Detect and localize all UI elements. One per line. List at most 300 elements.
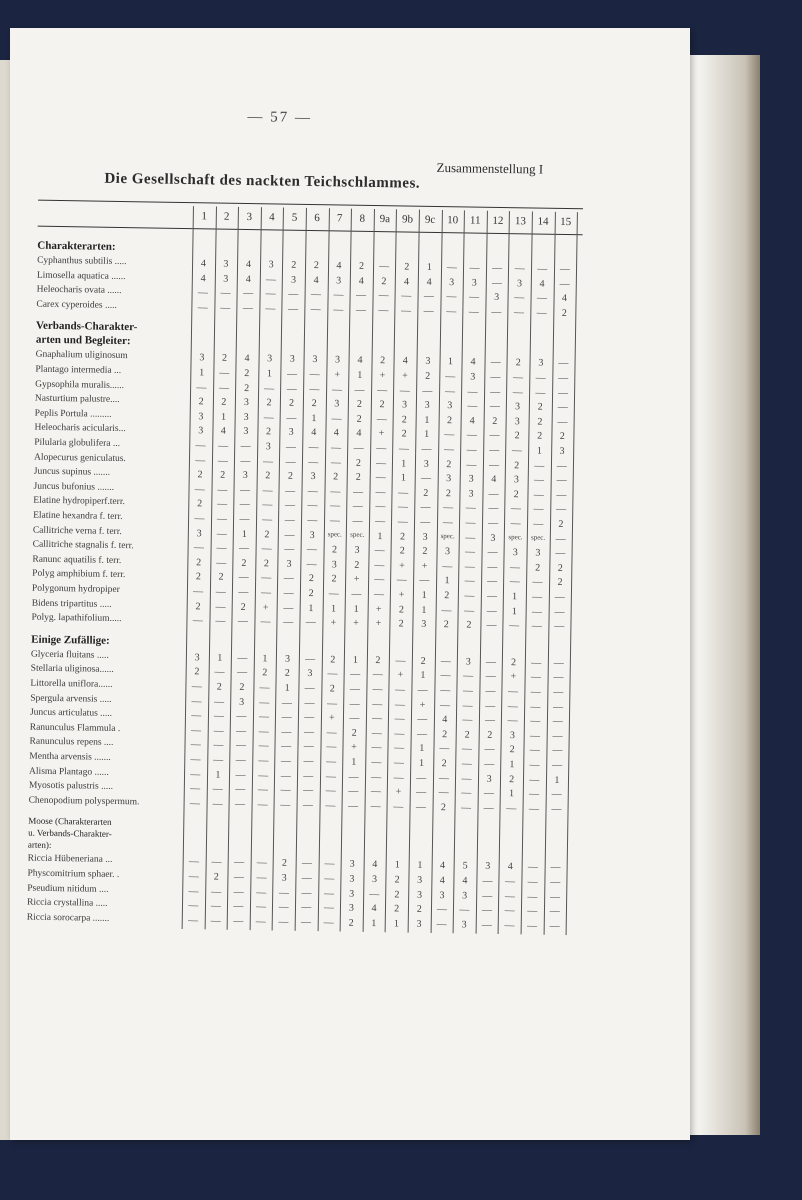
table-cell: 2 bbox=[445, 487, 451, 499]
table-cell: 3 bbox=[268, 259, 274, 271]
table-cell: 2 bbox=[441, 758, 447, 770]
table-cell: + bbox=[375, 618, 382, 630]
table-cell: — bbox=[528, 803, 539, 815]
table-cell: 3 bbox=[334, 354, 341, 366]
table-cell: 2 bbox=[535, 562, 541, 574]
table-cell: — bbox=[351, 588, 362, 600]
table-cell: 2 bbox=[308, 587, 314, 600]
table-cell: 3 bbox=[512, 547, 518, 559]
table-cell: 1 bbox=[424, 414, 430, 426]
table-cell: 3 bbox=[243, 426, 249, 438]
table-cell: — bbox=[326, 727, 337, 739]
table-cell: — bbox=[488, 459, 500, 471]
species-name: Riccia sorocarpa ....... bbox=[26, 912, 110, 924]
table-cell: 1 bbox=[418, 757, 425, 769]
table-cell: 3 bbox=[423, 458, 429, 470]
table-cell: — bbox=[216, 542, 227, 554]
table-cell: — bbox=[482, 875, 493, 887]
table-cell: — bbox=[394, 713, 405, 725]
table-cell: 1 bbox=[220, 411, 227, 423]
table-cell: — bbox=[325, 785, 336, 797]
table-cell: — bbox=[324, 858, 335, 870]
section-heading: arten): bbox=[27, 839, 52, 851]
table-cell: — bbox=[375, 486, 386, 498]
species-name: Pseudium nitidum .... bbox=[27, 883, 109, 895]
table-cell: — bbox=[191, 695, 202, 707]
table-cell: — bbox=[398, 487, 409, 499]
table-cell: 4 bbox=[507, 861, 513, 873]
table-cell: — bbox=[394, 698, 405, 711]
species-name: Alisma Plantago ...... bbox=[29, 766, 109, 778]
table-cell: + bbox=[353, 617, 359, 629]
table-cell: — bbox=[415, 801, 426, 813]
table-cell: — bbox=[220, 287, 231, 299]
table-cell: — bbox=[333, 289, 344, 301]
table-cell: 2 bbox=[381, 275, 387, 287]
table-cell: — bbox=[353, 442, 364, 454]
table-cell: — bbox=[462, 685, 473, 697]
table-cell: 2 bbox=[394, 874, 400, 886]
table-header-rule bbox=[38, 226, 583, 236]
table-cell: — bbox=[416, 772, 427, 784]
table-cell: — bbox=[467, 400, 478, 412]
table-cell: 2 bbox=[354, 559, 360, 571]
species-name: Callitriche verna f. terr. bbox=[32, 525, 122, 537]
table-cell: 2 bbox=[442, 728, 448, 740]
table-cell: 3 bbox=[485, 861, 491, 873]
column-header: 7 bbox=[336, 212, 343, 225]
table-cell: — bbox=[461, 758, 472, 770]
table-cell: — bbox=[308, 441, 319, 454]
section-heading: Charakterarten: bbox=[37, 239, 116, 253]
table-cell: — bbox=[259, 696, 270, 708]
table-cell: — bbox=[352, 486, 364, 498]
table-cell: — bbox=[371, 756, 382, 769]
table-cell: — bbox=[281, 711, 292, 723]
table-cell: 1 bbox=[511, 591, 518, 603]
table-cell: — bbox=[509, 561, 521, 574]
table-cell: 2 bbox=[444, 590, 450, 602]
table-cell: — bbox=[239, 513, 250, 526]
table-cell: — bbox=[484, 714, 496, 727]
table-cell: — bbox=[239, 543, 250, 555]
table-cell: 2 bbox=[394, 888, 400, 901]
table-cell: — bbox=[483, 787, 494, 800]
table-cell: — bbox=[330, 486, 341, 498]
table-cell: — bbox=[423, 290, 434, 303]
table-cell: — bbox=[283, 572, 294, 585]
species-name: Plantago intermedia ... bbox=[35, 364, 122, 377]
column-header: 9a bbox=[379, 213, 391, 226]
table-cell: — bbox=[417, 684, 428, 696]
table-cell: — bbox=[443, 502, 454, 514]
table-cell: 1 bbox=[444, 575, 450, 587]
table-cell: — bbox=[526, 920, 538, 932]
table-cell: — bbox=[309, 368, 320, 381]
species-name: Nasturtium palustre.... bbox=[34, 393, 120, 406]
table-cell: — bbox=[489, 444, 500, 456]
column-header: 12 bbox=[492, 214, 504, 227]
table-cell: — bbox=[440, 670, 451, 682]
table-cell: — bbox=[213, 725, 224, 737]
table-cell: 2 bbox=[379, 399, 385, 411]
table-cell: — bbox=[372, 669, 383, 681]
table-cell: 4 bbox=[200, 258, 206, 270]
species-name: Juncus supinus ....... bbox=[33, 466, 111, 479]
table-cell: 2 bbox=[446, 414, 453, 427]
table-cell: — bbox=[307, 485, 318, 497]
table-cell: — bbox=[303, 785, 314, 797]
table-cell: — bbox=[305, 617, 316, 629]
table-cell: 3 bbox=[198, 425, 204, 437]
table-cell: — bbox=[440, 685, 451, 697]
table-cell: — bbox=[446, 291, 457, 303]
table-cell: 3 bbox=[284, 653, 291, 665]
table-cell: — bbox=[323, 902, 334, 914]
table-cell: 3 bbox=[289, 354, 295, 366]
table-cell: — bbox=[190, 754, 201, 766]
table-cell: — bbox=[376, 413, 387, 425]
section-heading: u. Verbands-Charakter- bbox=[28, 827, 112, 840]
table-cell: — bbox=[216, 528, 227, 540]
table-cell: — bbox=[462, 700, 473, 712]
table-cell: 3 bbox=[196, 527, 202, 539]
table-cell: — bbox=[239, 499, 250, 511]
table-cell: — bbox=[213, 739, 224, 752]
table-cell: 3 bbox=[194, 651, 200, 664]
table-cell: spec. bbox=[508, 532, 523, 541]
table-cell: — bbox=[190, 783, 201, 795]
table-cell: — bbox=[554, 621, 565, 633]
table-cell: — bbox=[285, 456, 296, 468]
table-cell: — bbox=[306, 558, 317, 570]
table-cell: 3 bbox=[446, 473, 452, 485]
table-cell: 3 bbox=[416, 918, 422, 930]
table-cell: — bbox=[531, 620, 542, 632]
table-cell: — bbox=[533, 518, 544, 530]
table-cell: — bbox=[439, 699, 451, 711]
table-cell: 3 bbox=[239, 696, 245, 708]
table-cell: + bbox=[328, 712, 335, 724]
table-cell: — bbox=[492, 262, 503, 274]
table-cell: — bbox=[557, 416, 568, 428]
table-cell: 2 bbox=[557, 577, 563, 589]
table-cell: — bbox=[280, 770, 291, 782]
table-cell: — bbox=[527, 876, 538, 888]
table-cell: — bbox=[305, 653, 316, 665]
table-cell: — bbox=[331, 442, 342, 454]
table-cell: — bbox=[216, 513, 228, 525]
table-cell: — bbox=[375, 472, 386, 484]
table-cell: — bbox=[215, 601, 226, 613]
table-cell: 2 bbox=[356, 413, 362, 425]
table-cell: — bbox=[330, 456, 341, 469]
table-cell: — bbox=[556, 504, 567, 516]
table-cell: — bbox=[262, 514, 273, 526]
table-cell: 2 bbox=[509, 744, 515, 756]
table-cell: — bbox=[379, 261, 390, 273]
table-cell: 2 bbox=[313, 260, 319, 272]
table-cell: 4 bbox=[313, 274, 319, 286]
table-cell: 3 bbox=[439, 889, 445, 901]
table-cell: — bbox=[552, 716, 563, 728]
table-cell: — bbox=[446, 262, 458, 274]
table-cell: — bbox=[482, 890, 493, 902]
table-cell: — bbox=[461, 787, 472, 799]
column-header: 4 bbox=[269, 211, 275, 224]
table-cell: 3 bbox=[422, 531, 428, 543]
table-cell: 2 bbox=[514, 430, 520, 442]
table-cell: — bbox=[265, 273, 277, 286]
table-cell: — bbox=[468, 291, 480, 303]
table-cell: — bbox=[286, 383, 297, 395]
table-cell: — bbox=[553, 657, 564, 669]
table-cell: 3 bbox=[514, 401, 521, 413]
table-cell: — bbox=[510, 503, 522, 515]
table-cell: — bbox=[284, 499, 296, 512]
table-cell: 1 bbox=[419, 743, 425, 755]
table-cell: — bbox=[461, 772, 472, 785]
table-cell: 4 bbox=[539, 278, 545, 290]
table-cell: 3 bbox=[559, 445, 565, 457]
table-cell: 4 bbox=[371, 903, 377, 915]
table-cell: — bbox=[423, 305, 434, 317]
table-cell: spec. bbox=[530, 533, 546, 542]
table-cell: — bbox=[484, 758, 495, 770]
table-cell: 2 bbox=[561, 307, 567, 319]
table-cell: 4 bbox=[358, 275, 364, 287]
table-cell: — bbox=[559, 263, 571, 276]
table-cell: — bbox=[536, 292, 547, 304]
table-cell: — bbox=[217, 498, 228, 511]
column-header: 6 bbox=[314, 212, 320, 225]
table-cell: — bbox=[531, 657, 542, 669]
table-cell: 4 bbox=[333, 427, 339, 439]
table-cell: 1 bbox=[352, 654, 358, 666]
table-cell: — bbox=[258, 711, 270, 723]
table-cell: 1 bbox=[400, 472, 407, 484]
table-cell: — bbox=[486, 619, 497, 632]
table-cell: 2 bbox=[446, 458, 452, 470]
table-cell: 2 bbox=[515, 357, 521, 369]
table-cell: — bbox=[258, 726, 269, 738]
table-cell: 2 bbox=[308, 573, 315, 585]
table-cell: — bbox=[211, 886, 222, 898]
table-cell: — bbox=[488, 488, 499, 500]
table-cell: 4 bbox=[439, 875, 445, 887]
table-cell: — bbox=[555, 533, 566, 545]
table-cell: — bbox=[438, 772, 450, 784]
table-cell: — bbox=[197, 301, 208, 314]
table-cell: 3 bbox=[417, 874, 423, 886]
column-header: 2 bbox=[223, 210, 230, 223]
species-name: Juncus bufonius ....... bbox=[33, 481, 115, 493]
table-cell: 3 bbox=[267, 353, 273, 365]
table-cell: — bbox=[556, 460, 567, 472]
table-cell: 3 bbox=[265, 441, 271, 453]
table-cell: — bbox=[190, 724, 202, 737]
table-cell: 2 bbox=[464, 729, 470, 741]
table-cell: 2 bbox=[220, 469, 226, 481]
table-cell: 2 bbox=[394, 903, 400, 915]
table-cell: — bbox=[236, 711, 247, 723]
table-cell: — bbox=[281, 697, 292, 709]
table-cell: 1 bbox=[351, 756, 357, 768]
table-cell: — bbox=[220, 302, 231, 314]
table-cell: — bbox=[533, 489, 544, 501]
species-name: Riccia crystallina ..... bbox=[26, 897, 108, 910]
table-cell: 2 bbox=[263, 558, 270, 570]
table-cell: 3 bbox=[223, 273, 229, 285]
table-cell: — bbox=[371, 742, 382, 754]
table-cell: — bbox=[459, 904, 470, 916]
table-cell: — bbox=[441, 604, 452, 616]
species-name: Stellaria uliginosa...... bbox=[30, 664, 114, 676]
table-cell: — bbox=[469, 262, 480, 274]
table-cell: 3 bbox=[494, 292, 500, 304]
table-cell: 3 bbox=[354, 544, 360, 556]
table-cell: 3 bbox=[486, 773, 492, 785]
table-cell: — bbox=[535, 372, 546, 384]
table-cell: 2 bbox=[291, 259, 297, 271]
table-cell: 3 bbox=[516, 277, 523, 289]
table-cell: — bbox=[490, 357, 501, 369]
table-cell: 2 bbox=[398, 618, 404, 630]
table-cell: — bbox=[445, 371, 456, 383]
table-cell: — bbox=[373, 589, 385, 601]
table-cell: — bbox=[513, 306, 525, 319]
table-cell: — bbox=[555, 548, 566, 560]
table-cell: — bbox=[261, 572, 272, 584]
table-cell: — bbox=[530, 671, 542, 684]
table-cell: — bbox=[265, 288, 276, 300]
table-cell: 2 bbox=[557, 562, 563, 574]
table-cell: 2 bbox=[288, 397, 295, 409]
table-cell: 2 bbox=[537, 416, 543, 428]
table-cell: 3 bbox=[461, 919, 467, 931]
table-cell: 3 bbox=[421, 618, 427, 631]
table-cell: — bbox=[512, 386, 523, 398]
table-cell: 3 bbox=[290, 274, 297, 286]
table-cell: — bbox=[485, 656, 497, 668]
table-cell: — bbox=[216, 557, 227, 569]
table-cell: — bbox=[393, 801, 404, 813]
species-name: Polyg. lapathifolium..... bbox=[31, 612, 122, 625]
table-cell: — bbox=[416, 728, 428, 740]
table-cell: — bbox=[395, 655, 406, 667]
table-cell: 1 bbox=[554, 774, 560, 786]
table-cell: — bbox=[529, 759, 540, 771]
table-cell: — bbox=[347, 800, 359, 812]
table-cell: — bbox=[326, 741, 337, 753]
book-page bbox=[10, 28, 690, 1140]
table-cell: — bbox=[352, 501, 363, 513]
table-cell: 3 bbox=[286, 558, 292, 570]
table-cell: 2 bbox=[399, 531, 406, 543]
table-cell: — bbox=[258, 740, 269, 752]
table-cell: — bbox=[278, 887, 289, 899]
table-cell: 1 bbox=[215, 769, 221, 781]
table-cell: 3 bbox=[447, 400, 453, 412]
table-cell: — bbox=[323, 917, 334, 929]
table-cell: — bbox=[371, 727, 382, 739]
table-cell: — bbox=[419, 575, 430, 587]
table-cell: — bbox=[260, 587, 272, 599]
table-cell: 2 bbox=[331, 544, 338, 556]
table-cell: — bbox=[511, 445, 522, 457]
table-cell: — bbox=[262, 485, 273, 497]
table-cell: 2 bbox=[329, 683, 335, 695]
table-cell: 3 bbox=[513, 474, 519, 486]
table-cell: — bbox=[444, 429, 455, 441]
table-cell: — bbox=[235, 754, 246, 767]
species-name: Ranunc aquatilis f. terr. bbox=[32, 554, 122, 566]
species-name: Cyphanthus subtilis ..... bbox=[37, 255, 127, 268]
table-cell: + bbox=[419, 699, 426, 711]
table-cell: — bbox=[278, 901, 289, 913]
table-cell: — bbox=[446, 305, 457, 318]
table-cell: — bbox=[260, 616, 271, 628]
table-cell: 2 bbox=[399, 545, 405, 557]
table-cell: — bbox=[557, 387, 569, 399]
table-cell: — bbox=[284, 514, 295, 526]
table-cell: — bbox=[235, 740, 247, 752]
table-cell: — bbox=[284, 529, 295, 541]
table-cell: 2 bbox=[514, 459, 520, 471]
table-cell: — bbox=[233, 886, 244, 898]
table-cell: — bbox=[280, 799, 291, 811]
table-cell: — bbox=[354, 384, 365, 396]
table-cell: 2 bbox=[221, 396, 227, 408]
table-cell: — bbox=[325, 770, 337, 783]
table-cell: — bbox=[194, 513, 205, 525]
table-cell: 3 bbox=[243, 397, 249, 409]
table-cell: — bbox=[243, 288, 254, 300]
table-cell: — bbox=[214, 696, 225, 708]
table-cell: — bbox=[554, 591, 565, 604]
table-cell: — bbox=[256, 872, 267, 884]
table-cell: — bbox=[510, 518, 521, 530]
table-cell: — bbox=[192, 615, 203, 627]
table-cell: — bbox=[372, 698, 383, 710]
table-cell: — bbox=[283, 602, 294, 614]
table-cell: 3 bbox=[312, 354, 318, 366]
table-cell: 2 bbox=[440, 801, 447, 813]
table-cell: 2 bbox=[216, 681, 222, 693]
table-cell: — bbox=[552, 759, 563, 771]
species-name: Juncus articulatus ..... bbox=[29, 707, 113, 720]
table-cell: — bbox=[554, 606, 565, 618]
table-cell: — bbox=[284, 543, 295, 555]
table-cell: 2 bbox=[195, 600, 201, 612]
table-cell: 2 bbox=[558, 518, 564, 530]
table-cell: 4 bbox=[356, 428, 362, 440]
table-cell: — bbox=[190, 768, 201, 780]
table-cell: 2 bbox=[197, 469, 203, 481]
table-cell: 3 bbox=[535, 547, 541, 559]
table-cell: 1 bbox=[420, 670, 426, 682]
table-cell: — bbox=[370, 800, 381, 812]
table-cell: 1 bbox=[401, 458, 407, 470]
table-cell: 3 bbox=[465, 656, 471, 668]
table-cell: — bbox=[489, 400, 501, 413]
table-cell: — bbox=[377, 384, 388, 396]
table-cell: 3 bbox=[336, 274, 342, 287]
table-cell: — bbox=[485, 700, 496, 712]
table-cell: — bbox=[514, 292, 525, 304]
table-cell: — bbox=[196, 381, 207, 393]
table-cell: 3 bbox=[242, 470, 248, 482]
